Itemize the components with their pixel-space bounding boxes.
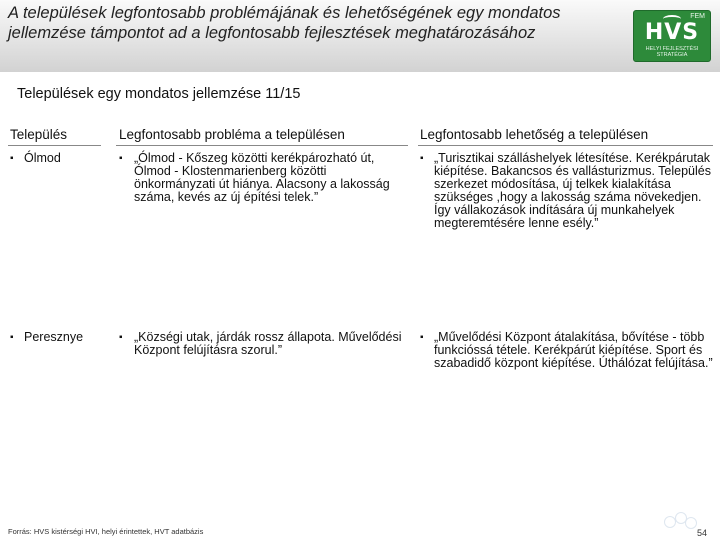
column-header-problem: Legfontosabb probléma a településen bbox=[119, 127, 345, 142]
settlement-name: Ólmod bbox=[24, 151, 61, 165]
watermark-ring bbox=[685, 517, 697, 529]
table-row-opportunity bbox=[420, 152, 714, 230]
opportunity-text: „Művelődési Központ átalakítása, bővítése - több funkcióssá tétele. Kerékpárút kiépítése. Sport és szabadidő központ kiépítése. Úthálózat felújítása.” bbox=[434, 330, 713, 370]
section-subtitle: Települések egy mondatos jellemzése 11/15 bbox=[17, 86, 301, 102]
logo-top-text: FEM bbox=[690, 13, 705, 20]
hvs-logo bbox=[633, 10, 711, 62]
slide-title: A települések legfontosabb problémájának és lehetőségének egy mondatos jellemzése támpontot ad a legfontosabb fejlesztések meghatározásához bbox=[8, 4, 561, 42]
problem-text: „Községi utak, járdák rossz állapota. Művelődési Központ felújításra szorul.” bbox=[134, 330, 402, 357]
table-row-problem bbox=[119, 331, 409, 357]
column-header-settlement: Település bbox=[10, 127, 68, 142]
bullet-icon: ▪ bbox=[10, 332, 14, 343]
opportunity-text: „Turisztikai szálláshelyek létesítése. Kerékpárutak kiépítése. Bakancsos és vallásturizmus. Település szerkezet módosítása, új telkek kialakítása szükséges ,hogy a lakosság száma növekedjen. Így vállakozások indítására új munkahelyek megteremtésére lenne esély.” bbox=[434, 151, 711, 230]
column-divider-problem bbox=[116, 145, 408, 146]
table-row-settlement bbox=[10, 331, 114, 344]
logo-bottom-text: HELYI FEJLESZTÉSI STRATÉGIA bbox=[645, 46, 699, 58]
problem-text: „Ólmod - Kőszeg közötti kerékpározható út, Ólmod - Klostenmarienberg közötti önkormányzati út hiánya. Alacsony a lakosság száma, kevés az új építési telek.” bbox=[134, 151, 390, 204]
table-row-settlement bbox=[10, 152, 114, 165]
header-banner bbox=[0, 0, 720, 72]
source-note: Forrás: HVS kistérségi HVI, helyi érintettek, HVT adatbázis bbox=[8, 527, 204, 536]
column-divider-opportunity bbox=[418, 145, 713, 146]
bullet-icon: ▪ bbox=[119, 153, 123, 164]
bullet-icon: ▪ bbox=[119, 332, 123, 343]
logo-letters: HVS bbox=[644, 20, 700, 45]
table-row-problem bbox=[119, 152, 409, 204]
column-divider-settlement bbox=[8, 145, 101, 146]
bullet-icon: ▪ bbox=[420, 153, 424, 164]
table-row-opportunity bbox=[420, 331, 714, 370]
bullet-icon: ▪ bbox=[10, 153, 14, 164]
bullet-icon: ▪ bbox=[420, 332, 424, 343]
page-number: 54 bbox=[697, 528, 708, 538]
column-header-opportunity: Legfontosabb lehetőség a településen bbox=[420, 127, 649, 142]
watermark-icon bbox=[662, 510, 698, 532]
settlement-name: Peresznye bbox=[24, 330, 84, 344]
